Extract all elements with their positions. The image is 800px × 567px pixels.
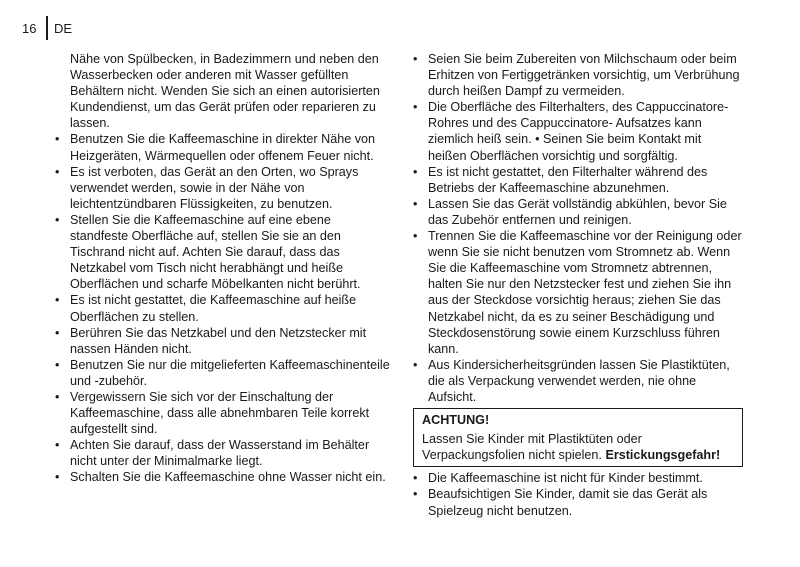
list-item: • Die Oberfläche des Filterhalters, des Cappuccinatore-Rohres und des Cappuccinatore- Aufsatzes kann ziemlich heiß sein. • Seinen Sie beim Kontakt mit heißen Oberflächen vorsichtig und sorgfältig.: [413, 100, 729, 163]
bullet-icon: •: [55, 293, 60, 308]
bullet-icon: •: [413, 229, 418, 244]
bullet-icon: •: [413, 164, 418, 179]
safety-list-right: [413, 51, 743, 405]
bullet-icon: •: [55, 438, 60, 453]
bullet-icon: •: [413, 471, 418, 486]
list-item: • Beaufsichtigen Sie Kinder, damit sie das Gerät als Spielzeug nicht benutzen.: [413, 487, 708, 518]
list-item: • Benutzen Sie die Kaffeemaschine in direkter Nähe von Heizgeräten, Wärmequellen oder offenem Feuer nicht.: [55, 132, 376, 163]
continuation-text: Nähe von Spülbecken, in Badezimmern und neben den Wasserbecken oder anderen mit Wasser gefüllten Behältern nicht. Wenden Sie sich an einen autorisierten Kundendienst, um das Gerät prüfen oder reparieren zu lassen.: [70, 52, 380, 131]
bullet-icon: •: [55, 325, 60, 340]
bullet-icon: •: [55, 212, 60, 227]
list-item: • Aus Kindersicherheitsgründen lassen Sie Plastiktüten, die als Verpackung verwendet werden, nie ohne Aufsicht.: [413, 357, 730, 404]
language-code: DE: [54, 20, 73, 36]
bullet-icon: •: [413, 487, 418, 502]
warning-box: [413, 408, 743, 467]
bullet-icon: •: [55, 389, 60, 404]
left-column: [55, 51, 390, 486]
list-item: • Stellen Sie die Kaffeemaschine auf eine ebene standfeste Oberfläche auf, stellen Sie sie an den Tischrand nicht auf. Achten Sie darauf, dass das Netzkabel vom Tisch nicht herabhängt und heiße Oberflächen und scharfe Möbelkanten nicht berührt.: [55, 212, 361, 292]
bullet-icon: •: [413, 196, 418, 211]
bullet-icon: •: [55, 357, 60, 372]
list-item: • Seien Sie beim Zubereiten von Milchschaum oder beim Erhitzen von Fertiggetränken vorsichtig, um Verbrühung durch heißen Dampf zu vermeiden.: [413, 52, 740, 99]
bullet-icon: •: [413, 52, 418, 66]
list-item: • Achten Sie darauf, dass der Wasserstand im Behälter nicht unter der Minimalmarke liegt.: [55, 438, 370, 469]
list-item: • Es ist nicht gestattet, den Filterhalter während des Betriebs der Kaffeemaschine abzunehmen.: [413, 164, 708, 195]
header-divider: [46, 16, 48, 40]
continuation-paragraph: [55, 51, 390, 131]
warning-title: ACHTUNG!: [422, 413, 490, 428]
list-item: • Die Kaffeemaschine ist nicht für Kinder bestimmt.: [413, 471, 703, 486]
bullet-icon: •: [55, 470, 60, 485]
warning-emphasis: Erstickungsgefahr!: [605, 448, 721, 463]
page-number: 16: [22, 20, 37, 36]
list-item: • Es ist nicht gestattet, die Kaffeemaschine auf heiße Oberflächen zu stellen.: [55, 293, 357, 324]
right-column: [413, 51, 743, 519]
safety-list-left: [55, 131, 390, 485]
warning-text: Lassen Sie Kinder mit Plastiktüten oder Verpackungsfolien nicht spielen. Erstickungsgefahr!: [422, 432, 721, 463]
list-item: • Schalten Sie die Kaffeemaschine ohne Wasser nicht ein.: [55, 470, 386, 485]
bullet-icon: •: [55, 132, 60, 147]
list-item: • Trennen Sie die Kaffeemaschine vor der Reinigung oder wenn Sie sie nicht benutzen vom Stromnetz ab. Wenn Sie die Kaffeemaschine vom Stromnetz abtrennen, halten Sie nur den Netzstecker fest und ziehen Sie ihn aus der Steckdose vorsichtig heraus; ziehen Sie das Netzkabel nicht, da es zu seiner Beschädigung und Steckdosenstörung sowie einem Kurzschluss führen kann.: [413, 229, 742, 356]
list-item: • Benutzen Sie nur die mitgelieferten Kaffeemaschinenteile und -zubehör.: [55, 357, 390, 388]
safety-list-right-after: [413, 470, 743, 518]
list-item: • Vergewissern Sie sich vor der Einschaltung der Kaffeemaschine, dass alle abnehmbaren Teile korrekt aufgestellt sind.: [55, 389, 370, 437]
bullet-icon: •: [413, 357, 418, 372]
list-item: • Berühren Sie das Netzkabel und den Netzstecker mit nassen Händen nicht.: [55, 325, 367, 356]
list-item: • Lassen Sie das Gerät vollständig abkühlen, bevor Sie das Zubehör entfernen und reinigen.: [413, 196, 727, 227]
bullet-icon: •: [55, 164, 60, 179]
page-header: [22, 16, 72, 40]
list-item: • Es ist verboten, das Gerät an den Orten, wo Sprays verwendet werden, sowie in der Nähe von leichtentzündbaren Flüssigkeiten, zu benutzen.: [55, 164, 359, 211]
bullet-icon: •: [413, 100, 418, 115]
